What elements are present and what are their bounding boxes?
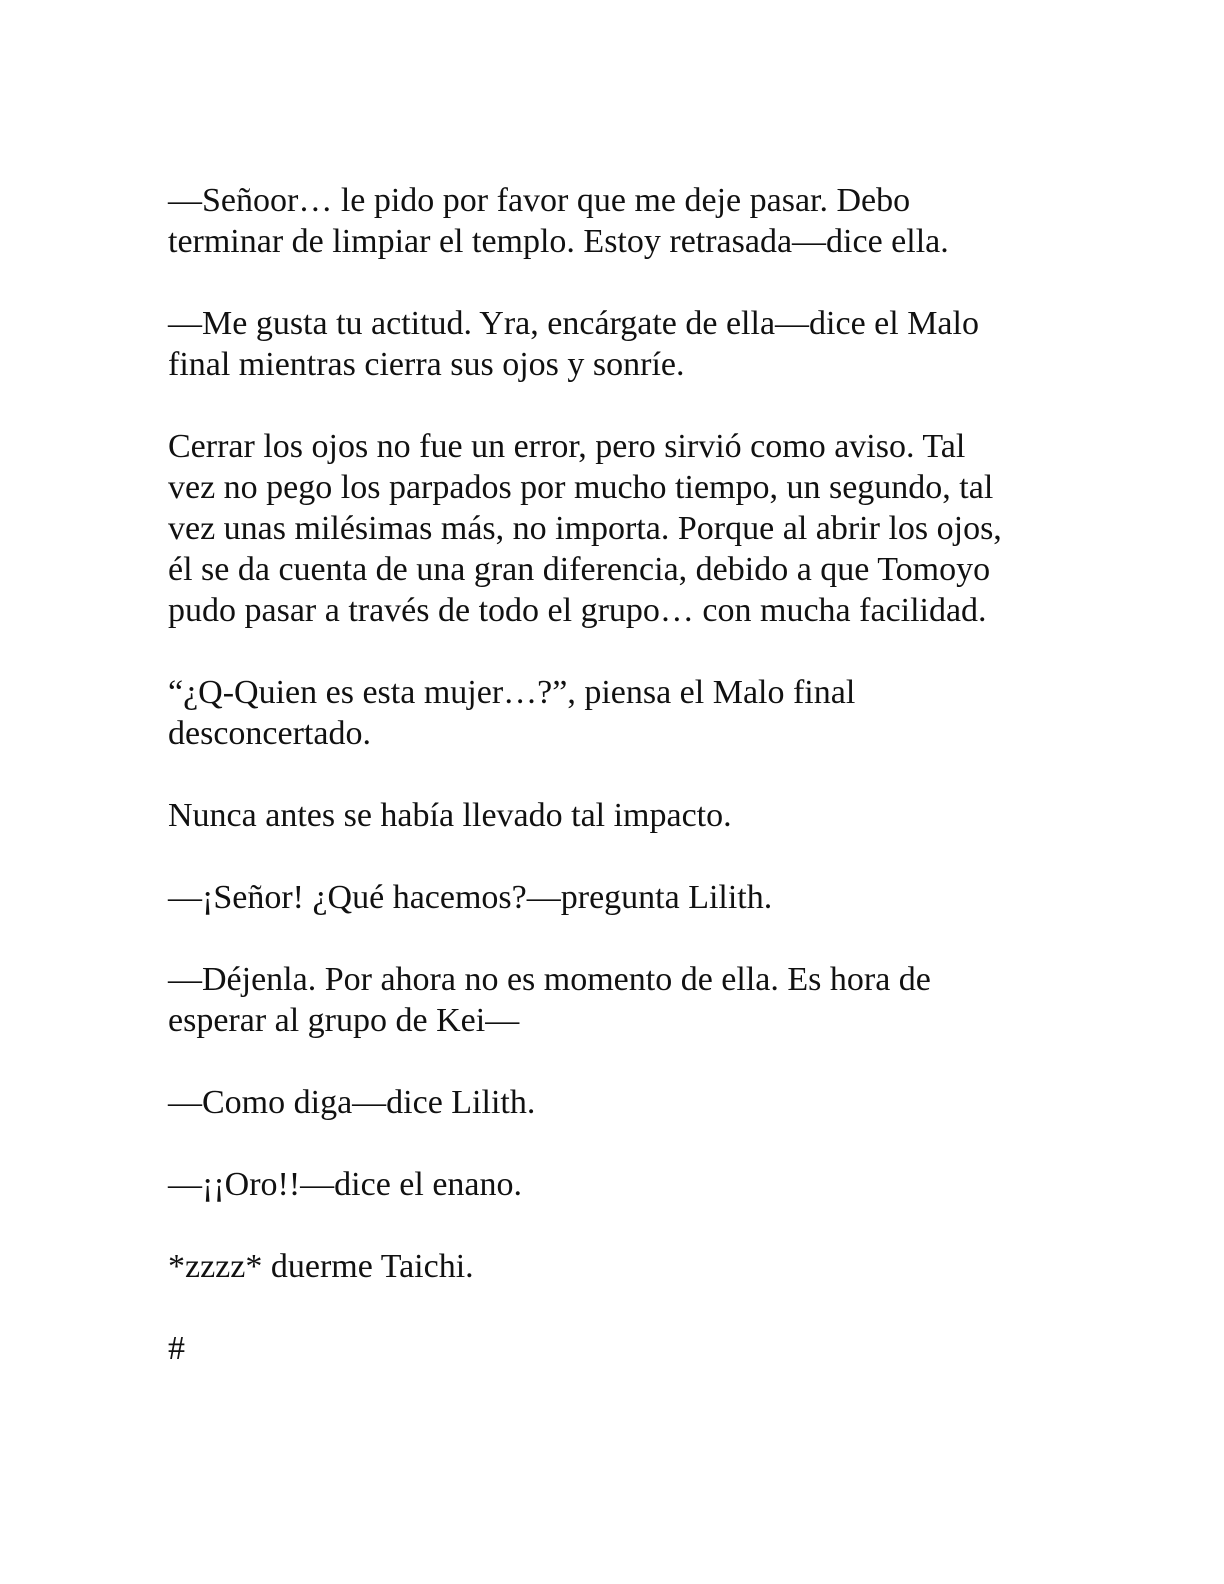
text-line: vez unas milésimas más, no importa. Porque al abrir los ojos, <box>168 510 1002 547</box>
paragraph-4 <box>168 672 1068 754</box>
paragraph-7 <box>168 959 1068 1041</box>
paragraph-6 <box>168 877 1068 918</box>
text-line: —Déjenla. Por ahora no es momento de ella. Es hora de <box>168 961 931 998</box>
body-text <box>168 180 1068 1410</box>
text-line: pudo pasar a través de todo el grupo… con mucha facilidad. <box>168 592 987 629</box>
text-line: final mientras cierra sus ojos y sonríe. <box>168 346 685 383</box>
paragraph-2 <box>168 303 1068 385</box>
text-line: *zzzz* duerme Taichi. <box>168 1248 474 1285</box>
paragraph-9 <box>168 1164 1068 1205</box>
text-line: Cerrar los ojos no fue un error, pero sirvió como aviso. Tal <box>168 428 966 465</box>
paragraph-8 <box>168 1082 1068 1123</box>
text-line: él se da cuenta de una gran diferencia, debido a que Tomoyo <box>168 551 991 588</box>
text-line: —¡¡Oro!!—dice el enano. <box>168 1166 523 1203</box>
text-line: —Señoor… le pido por favor que me deje pasar. Debo <box>168 182 911 219</box>
text-line: terminar de limpiar el templo. Estoy retrasada—dice ella. <box>168 223 949 260</box>
paragraph-1 <box>168 180 1068 262</box>
text-line: vez no pego los parpados por mucho tiempo, un segundo, tal <box>168 469 994 506</box>
text-line: —Me gusta tu actitud. Yra, encárgate de ella—dice el Malo <box>168 305 979 342</box>
text-line: —Como diga—dice Lilith. <box>168 1084 536 1121</box>
section-break <box>168 1328 1068 1369</box>
paragraph-10 <box>168 1246 1068 1287</box>
paragraph-5 <box>168 795 1068 836</box>
text-line: esperar al grupo de Kei— <box>168 1002 520 1039</box>
text-line: desconcertado. <box>168 715 371 752</box>
paragraph-3 <box>168 426 1068 631</box>
text-line: # <box>168 1330 185 1367</box>
text-line: “¿Q-Quien es esta mujer…?”, piensa el Malo final <box>168 674 856 711</box>
text-line: Nunca antes se había llevado tal impacto. <box>168 797 732 834</box>
text-line: —¡Señor! ¿Qué hacemos?—pregunta Lilith. <box>168 879 773 916</box>
